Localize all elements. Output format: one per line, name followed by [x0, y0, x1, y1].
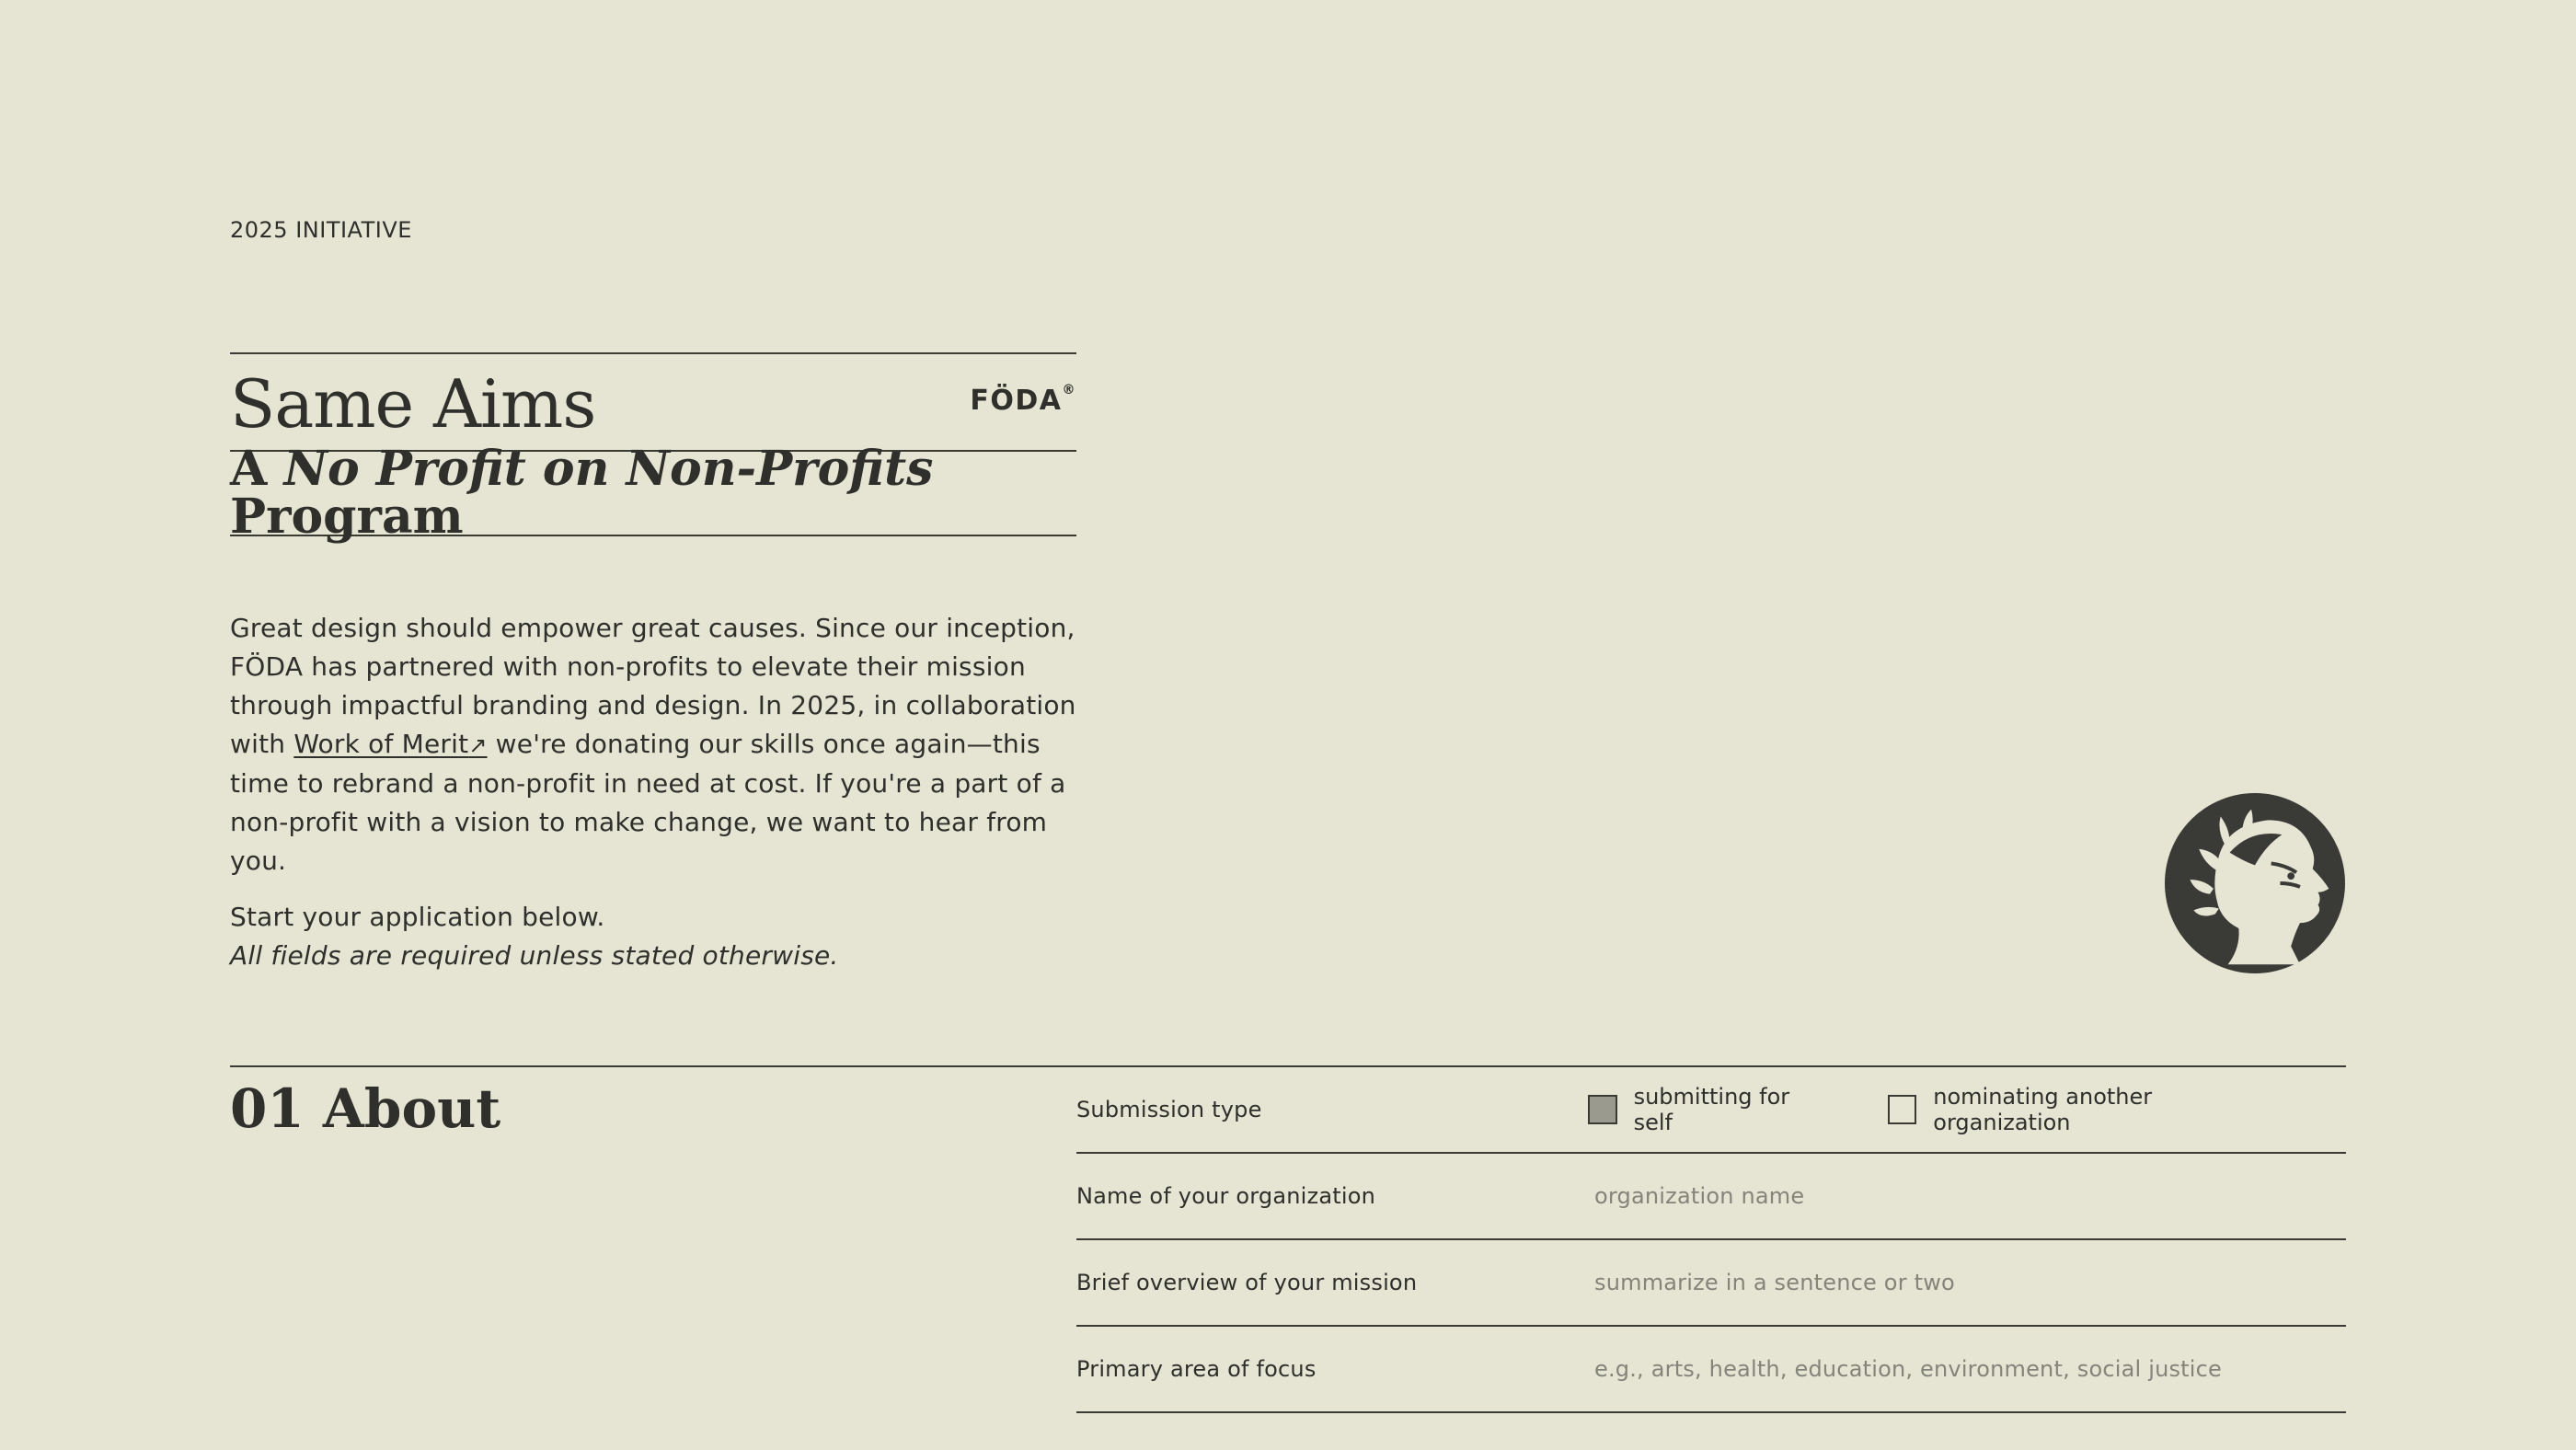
link-text: Work of Merit: [293, 729, 469, 759]
subtitle-row: [230, 441, 1076, 545]
application-form: [1076, 1067, 2346, 1413]
mission-row: [1076, 1240, 2346, 1327]
focus-label: Primary area of focus: [1076, 1356, 1317, 1382]
nominating-another-checkbox[interactable]: [1888, 1095, 1917, 1124]
brand-logo[interactable]: [970, 382, 1076, 417]
nominating-another-label: nominating another organization: [1933, 1084, 2153, 1135]
start-line: Start your application below.: [230, 902, 605, 932]
focus-row: [1076, 1327, 2346, 1413]
external-link-arrow-icon: ↗: [468, 732, 488, 758]
submission-type-row: [1076, 1067, 2346, 1154]
submission-type-options: [1588, 1084, 2346, 1135]
mission-label: Brief overview of your mission: [1076, 1270, 1418, 1295]
mission-input[interactable]: [1594, 1270, 2346, 1295]
org-name-label: Name of your organization: [1076, 1183, 1376, 1209]
brand-registered-mark: ®: [1062, 382, 1076, 397]
org-name-row: [1076, 1154, 2346, 1240]
submitting-for-self-label: submitting for self: [1633, 1084, 1790, 1135]
laurel-head-medallion-icon: [2165, 793, 2345, 973]
subtitle-suffix: Program: [230, 489, 464, 545]
intro-text-before: Great design should empower great causes. Since our inception, FÖDA has partnered with non-profits to elevate their mission through impactful branding and design. In 2025, in collaboration with: [230, 613, 1076, 759]
nominating-another-option[interactable]: [1888, 1084, 2291, 1135]
application-intro: [230, 898, 1086, 975]
section-title-about: 01 About: [230, 1077, 501, 1140]
subtitle-prefix: A: [230, 441, 284, 497]
masthead: [230, 352, 1076, 545]
eyebrow-label: 2025 INITIATIVE: [230, 217, 412, 243]
intro-paragraph: [230, 609, 1086, 880]
page-title: Same Aims: [230, 365, 596, 443]
brand-name: FÖDA: [970, 384, 1063, 417]
title-row: [230, 354, 1076, 450]
submission-type-label: Submission type: [1076, 1097, 1262, 1122]
submitting-for-self-checkbox[interactable]: [1588, 1095, 1617, 1124]
required-note: All fields are required unless stated otherwise.: [230, 940, 839, 971]
page-subtitle: [230, 441, 1076, 545]
org-name-input[interactable]: [1594, 1183, 2346, 1209]
work-of-merit-link[interactable]: [293, 729, 487, 759]
intro-text-after: we're donating our skills once again—this time to rebrand a non-profit in need at cost. If you're a part of a non-profit with a vision to make change, we want to hear from you.: [230, 729, 1066, 876]
subtitle-emphasis: No Profit on Non-Profits: [283, 441, 934, 497]
focus-input[interactable]: [1594, 1356, 2346, 1382]
submitting-for-self-option[interactable]: [1588, 1084, 1833, 1135]
